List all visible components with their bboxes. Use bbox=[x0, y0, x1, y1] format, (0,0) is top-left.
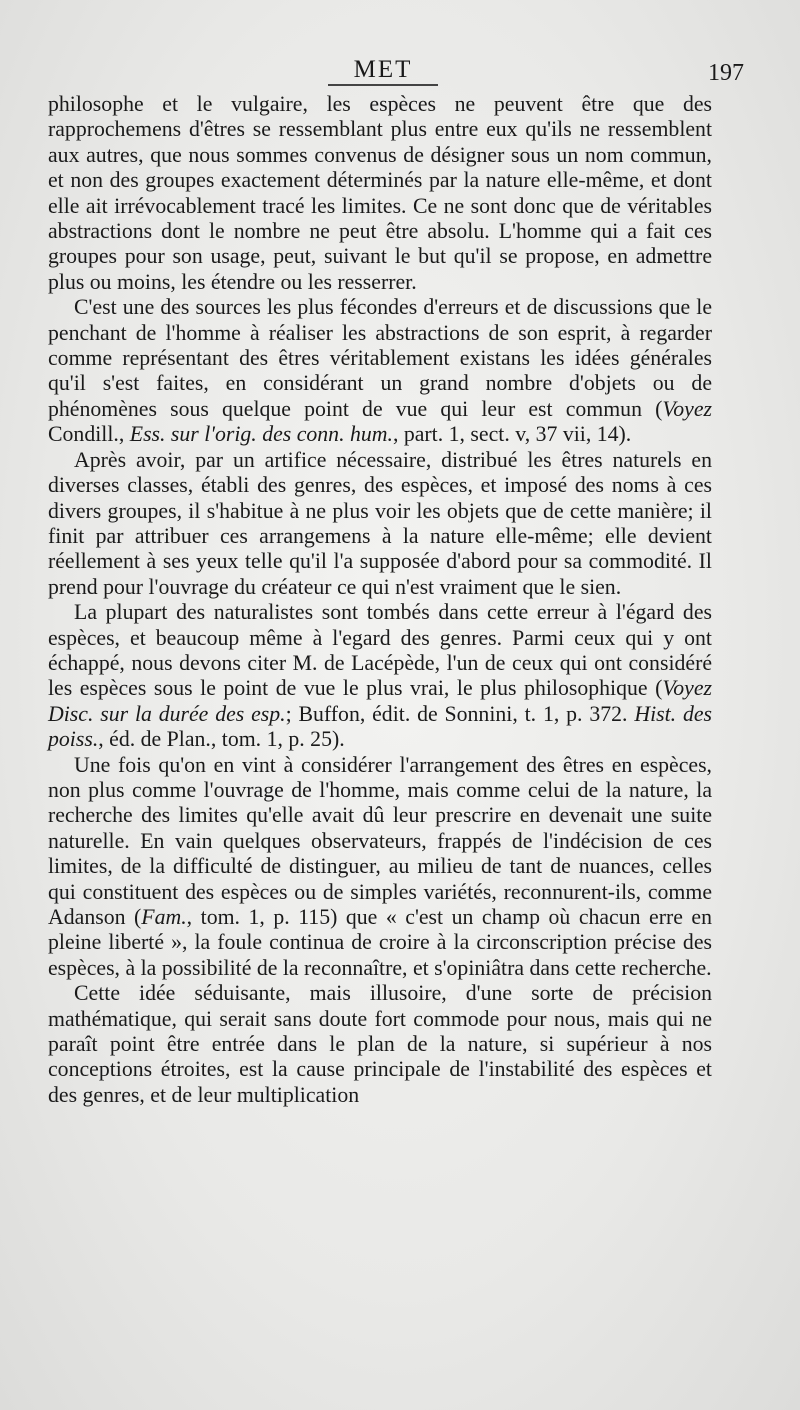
paragraph-2-italic-a: Voyez bbox=[662, 396, 712, 421]
paragraph-2-text-a: C'est une des sources les plus fécondes d'erreurs et de discussions que le penchant de l'homme à réaliser les abstractions de son esprit, à regarder comme représentant des êtres véritablement existans les idées générales qu'il s'est faites, en considérant un grand nombre d'objets ou de phénomènes sous quelque point de vue qui leur est commun ( bbox=[48, 295, 712, 421]
paragraph-2-text-c: , part. 1, sect. v, 37 vii, 14). bbox=[392, 422, 632, 447]
paragraph-2 bbox=[48, 295, 712, 447]
paragraph-4-text-c: , éd. de Plan., tom. 1, p. 25). bbox=[98, 727, 345, 752]
paragraph-4 bbox=[48, 600, 712, 752]
paragraph-2-text-b: Condill., bbox=[48, 422, 130, 447]
paragraph-4-italic-a: Voyez Disc. sur la durée des esp. bbox=[48, 676, 712, 726]
paragraph-4-italic-b: Hist. des poiss. bbox=[48, 701, 713, 752]
paragraph-1: philosophe et le vulgaire, les espèces ne peuvent être que des rapprochemens d'êtres se ressemblant plus entre eux qu'ils ne ressemblent aux autres, que nous sommes convenus de désigner sous un nom commun, et non des groupes exactement déterminés par la nature elle-même, et dont elle ait irrévocablement tracé les limites. Ce ne sont donc que de véritables abstractions dont le nombre ne peut être absolu. L'homme qui a fait ces groupes pour son usage, peut, suivant le but qu'il se propose, en admettre plus ou moins, les étendre ou les resserrer. bbox=[48, 92, 712, 294]
running-head: MET bbox=[50, 56, 716, 86]
paragraph-5-text-a: Une fois qu'on en vint à considérer l'arrangement des êtres en espèces, non plus comme l'ouvrage de l'homme, mais comme celui de la nature, la recherche des limites qu'elle avait dû leur prescrire en devenait une suite naturelle. En vain quelques observateurs, frappés de l'indécision de ces limites, de la difficulté de distinguer, au milieu de tant de nuances, celles qui constituent des espèces ou de simples variétés, reconnurent-ils, comme Adanson ( bbox=[48, 752, 712, 929]
paragraph-2-italic-b: Ess. sur l'orig. des conn. hum. bbox=[129, 422, 393, 447]
paragraph-3: Après avoir, par un artifice nécessaire, distribué les êtres naturels en diverses classes, établi des genres, des espèces, et imposé des noms à ces divers groupes, il s'habitue à ne plus voir les objets que de cette manière; il finit par attribuer ces arrangemens à la nature elle-même; elle devient réellement à ses yeux telle qu'il l'a supposée d'abord pour sa commodité. Il prend pour l'ouvrage du créateur ce qui n'est vraiment que le sien. bbox=[48, 447, 712, 599]
paragraph-4-text-a: La plupart des naturalistes sont tombés dans cette erreur à l'égard des espèces, et beaucoup même à l'egard des genres. Parmi ceux qui y ont échappé, nous devons citer M. de Lacépède, l'un de ceux qui ont considéré les espèces sous le point de vue le plus vrai, le plus philosophique ( bbox=[48, 600, 712, 701]
paragraph-5 bbox=[48, 753, 712, 982]
page-number: 197 bbox=[708, 60, 744, 86]
paragraph-4-text-b: ; Buffon, édit. de Sonnini, t. 1, p. 372. bbox=[285, 701, 635, 726]
paragraph-6: Cette idée séduisante, mais illusoire, d'une sorte de précision mathématique, qui serait sans doute fort commode pour nous, mais qui ne paraît point être entrée dans le plan de la nature, si supérieur à nos conceptions étroites, est la cause principale de l'instabilité des espèces et des genres, et de leur multiplication bbox=[48, 981, 712, 1107]
paragraph-5-italic-a: Fam. bbox=[141, 905, 187, 929]
text-body bbox=[48, 92, 712, 1108]
paragraph-5-text-b: , tom. 1, p. 115) que « c'est un champ où chacun erre en pleine liberté », la foule continua de croire à la circonscription précise des espèces, à la possibilité de la reconnaître, et s'opiniâtra dans cette recherche. bbox=[48, 905, 712, 980]
page-header bbox=[50, 56, 744, 90]
